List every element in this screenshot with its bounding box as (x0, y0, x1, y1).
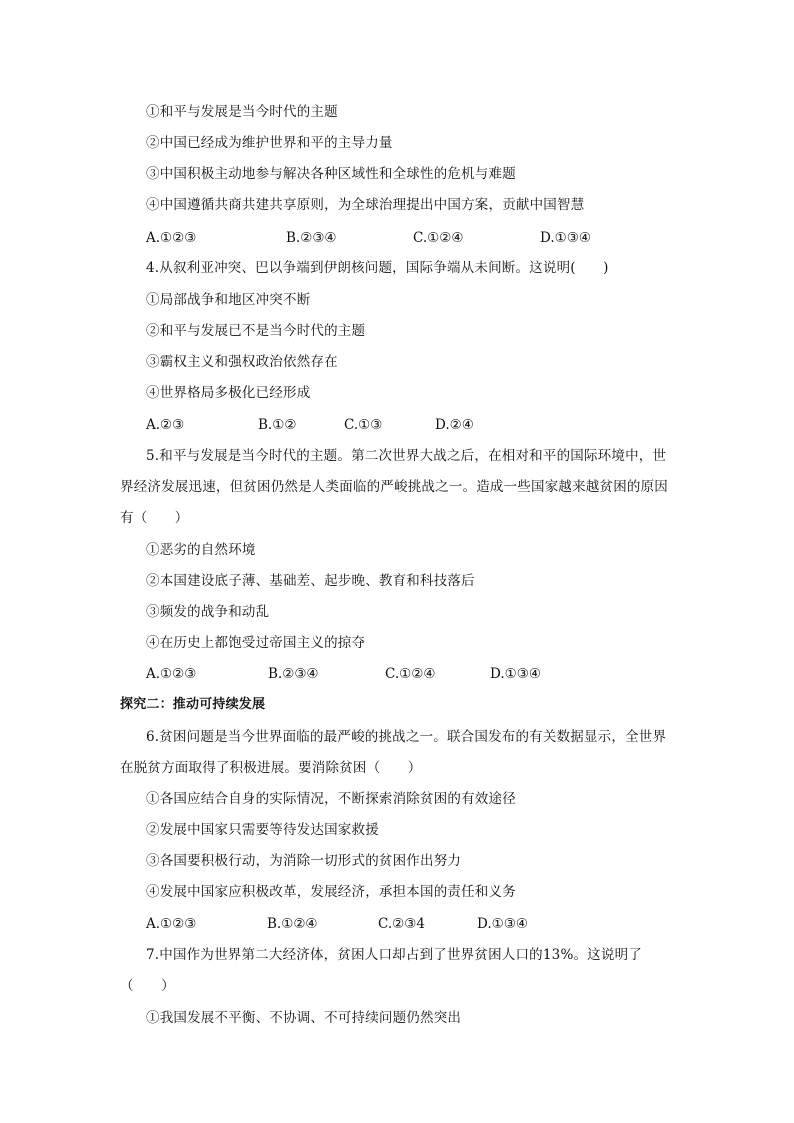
q3-option-b[interactable]: B.②③④ (286, 230, 337, 246)
q7-stem-line-1: 7.中国作为世界第二大经济体，贫困人口却占到了世界贫困人口的13%。这说明了 (146, 947, 642, 963)
q5-stem-line-1: 5.和平与发展是当今时代的主题。第二次世界大战之后，在相对和平的国际环境中，世 (146, 448, 667, 464)
q4-option-c[interactable]: C.①③ (344, 417, 383, 433)
q5-option-b[interactable]: B.②③④ (268, 666, 319, 682)
q6-option-a[interactable]: A.①②③ (146, 916, 197, 932)
q4-option-d[interactable]: D.②④ (435, 417, 474, 433)
q3-option-d[interactable]: D.①③④ (540, 230, 591, 246)
q5-item-4: ④在历史上都饱受过帝国主义的掠夺 (146, 635, 366, 651)
q5-item-1: ①恶劣的自然环境 (146, 542, 256, 558)
q3-option-c[interactable]: C.①②④ (413, 230, 464, 246)
q6-item-2: ②发展中国家只需要等待发达国家救援 (146, 822, 379, 838)
q6-item-1: ①各国应结合自身的实际情况，不断探索消除贫困的有效途径 (146, 791, 516, 807)
q6-option-b[interactable]: B.①②④ (267, 916, 318, 932)
q7-item-1: ①我国发展不平衡、不协调、不可持续问题仍然突出 (146, 1010, 462, 1026)
q5-option-c[interactable]: C.①②④ (385, 666, 436, 682)
q6-option-d[interactable]: D.①③④ (477, 916, 528, 932)
q5-item-3: ③频发的战争和动乱 (146, 604, 270, 620)
q4-option-b[interactable]: B.①② (258, 417, 297, 433)
q3-item-1: ①和平与发展是当今时代的主题 (146, 104, 338, 120)
q5-stem-line-2: 界经济发展迅速，但贫困仍然是人类面临的严峻挑战之一。造成一些国家越来越贫困的原因 (120, 479, 668, 495)
q3-item-2: ②中国已经成为维护世界和平的主导力量 (146, 135, 393, 151)
q6-option-c[interactable]: C.②③4 (378, 916, 425, 932)
q3-item-4: ④中国遵循共商共建共享原则，为全球治理提出中国方案，贡献中国智慧 (146, 197, 585, 213)
q5-option-d[interactable]: D.①③④ (490, 666, 541, 682)
section-heading: 探究二：推动可持续发展 (120, 697, 266, 712)
q5-item-2: ②本国建设底子薄、基础差、起步晚、教育和科技落后 (146, 573, 475, 589)
q3-option-a[interactable]: A.①②③ (146, 230, 197, 246)
q4-item-4: ④世界格局多极化已经形成 (146, 385, 311, 401)
q5-stem-line-3: 有（ ） (120, 510, 189, 526)
q7-stem-line-2: （ ） (120, 978, 175, 994)
q6-stem-line-2: 在脱贫方面取得了积极进展。要消除贫困（ ） (120, 760, 422, 776)
q4-stem: 4.从叙利亚冲突、巴以争端到伊朗核问题，国际争端从未间断。这说明( ) (146, 260, 609, 276)
q6-item-3: ③各国要积极行动，为消除一切形式的贫困作出努力 (146, 853, 462, 869)
q5-option-a[interactable]: A.①②③ (146, 666, 197, 682)
q4-item-3: ③霸权主义和强权政治依然存在 (146, 354, 338, 370)
q4-option-a[interactable]: A.②③ (146, 417, 185, 433)
q3-item-3: ③中国积极主动地参与解决各种区域性和全球性的危机与难题 (146, 166, 516, 182)
q6-stem-line-1: 6.贫困问题是当今世界面临的最严峻的挑战之一。联合国发布的有关数据显示，全世界 (146, 729, 667, 745)
q4-item-1: ①局部战争和地区冲突不断 (146, 292, 311, 308)
q6-item-4: ④发展中国家应积极改革，发展经济，承担本国的责任和义务 (146, 884, 516, 900)
q4-item-2: ②和平与发展已不是当今时代的主题 (146, 323, 366, 339)
